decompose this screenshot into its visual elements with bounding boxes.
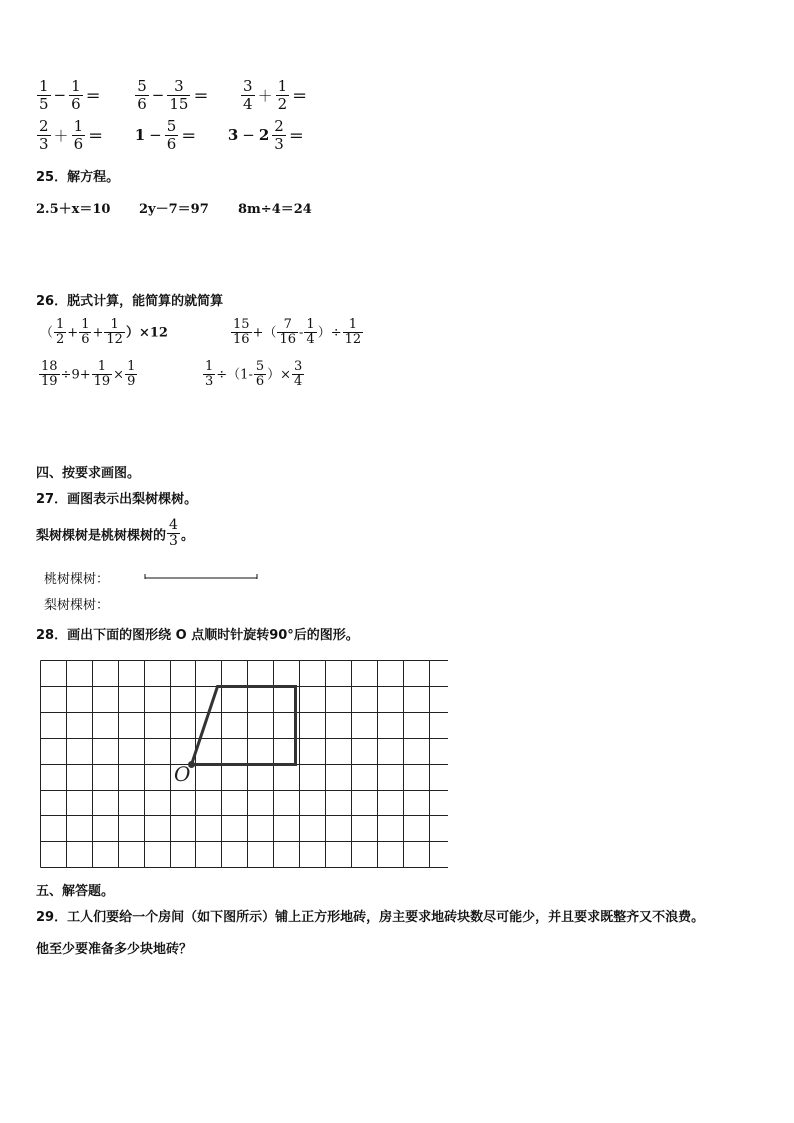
fraction: $\frac{1}{6}$ (73, 117, 84, 153)
fraction: $\frac{1}{4}$ (306, 317, 315, 348)
fraction: $\frac{7}{16}$ (279, 317, 296, 348)
question-25-title: 25．解方程。 (36, 170, 120, 185)
pear-tree-label: 梨树棵树： (44, 598, 110, 613)
calc-row-2: $\frac{2}{3}$ ＋ $\frac{1}{6}$ ＝ 1 − $\frac{5}{6}$ ＝ 3 − 2 $\frac{2}{3}$ ＝ (39, 117, 304, 153)
question-27-sentence: 梨树棵树是桃树棵树的 $\frac{4}{3}$ 。 (36, 517, 194, 550)
fraction: $\frac{1}{9}$ (127, 359, 136, 390)
fraction: $\frac{18}{19}$ (41, 359, 58, 390)
fraction: $\frac{5}{6}$ (166, 117, 177, 153)
fraction: $\frac{3}{4}$ (294, 359, 303, 390)
fraction: $\frac{1}{2}$ (277, 77, 288, 113)
fraction: $\frac{1}{19}$ (93, 359, 111, 390)
expression-3: $\frac{18}{19}$ ÷9+ $\frac{1}{19}$ × $\frac{1}{9}$ (41, 359, 136, 390)
fraction: $\frac{1}{6}$ (81, 317, 90, 348)
question-26-title: 26．脱式计算，能简算的就简算 (36, 294, 224, 309)
peach-tree-label: 桃树棵树： (44, 572, 110, 587)
fraction: $\frac{5}{6}$ (255, 359, 265, 390)
question-28-title: 28．画出下面的图形绕 O 点顺时针旋转90°后的图形。 (36, 628, 359, 643)
expression-2: $\frac{15}{16}$ +（ $\frac{7}{16}$ - $\frac{1}{4}$ ）÷ $\frac{1}{12}$ (233, 317, 362, 348)
expression-1: （ $\frac{1}{2}$ + $\frac{1}{6}$ + $\frac{1}{12}$ ）×12 (40, 317, 168, 348)
point-o-label: O (174, 762, 191, 786)
fraction: $\frac{1}{2}$ (56, 317, 65, 348)
section-4-title: 四、按要求画图。 (36, 466, 141, 481)
equation-2: 2y－7＝97 (139, 202, 209, 217)
peach-tree-segment (144, 572, 258, 582)
fraction: $\frac{1}{12}$ (106, 317, 123, 348)
fraction: $\frac{2}{3}$ (39, 117, 49, 153)
fraction: $\frac{2}{3}$ (274, 117, 284, 153)
question-29-line-2: 他至少要准备多少块地砖？ (36, 942, 193, 957)
equation-3: 8m÷4＝24 (238, 202, 312, 217)
rotation-grid (40, 660, 448, 868)
expression-4: $\frac{1}{3}$ ÷（1- $\frac{5}{6}$ ）× $\frac{3}{4}$ (205, 359, 303, 390)
fraction: $\frac{4}{3}$ (169, 517, 178, 550)
quadrilateral-shape (192, 687, 296, 765)
fraction: $\frac{15}{16}$ (233, 317, 250, 348)
fraction: $\frac{1}{3}$ (205, 359, 214, 390)
section-5-title: 五、解答题。 (36, 884, 115, 899)
fraction: $\frac{1}{6}$ (71, 77, 81, 113)
calc-row-1: $\frac{1}{5}$ − $\frac{1}{6}$ ＝ $\frac{5}{6}$ − $\frac{3}{15}$ ＝ $\frac{3}{4}$ ＋ $\frac{1}{2}$ ＝ (39, 77, 308, 113)
question-27-title: 27．画图表示出梨树棵树。 (36, 492, 198, 507)
fraction: $\frac{1}{5}$ (39, 77, 49, 113)
fraction: $\frac{5}{6}$ (137, 77, 147, 113)
fraction: $\frac{3}{15}$ (169, 77, 189, 113)
fraction: $\frac{1}{12}$ (344, 317, 362, 348)
fraction: $\frac{3}{4}$ (243, 77, 253, 113)
question-29-line-1: 29．工人们要给一个房间（如下图所示）铺上正方形地砖，房主要求地砖块数尽可能少，并且要求既整齐又不浪费。 (36, 910, 705, 925)
equation-1: 2.5＋x＝10 (36, 202, 111, 217)
